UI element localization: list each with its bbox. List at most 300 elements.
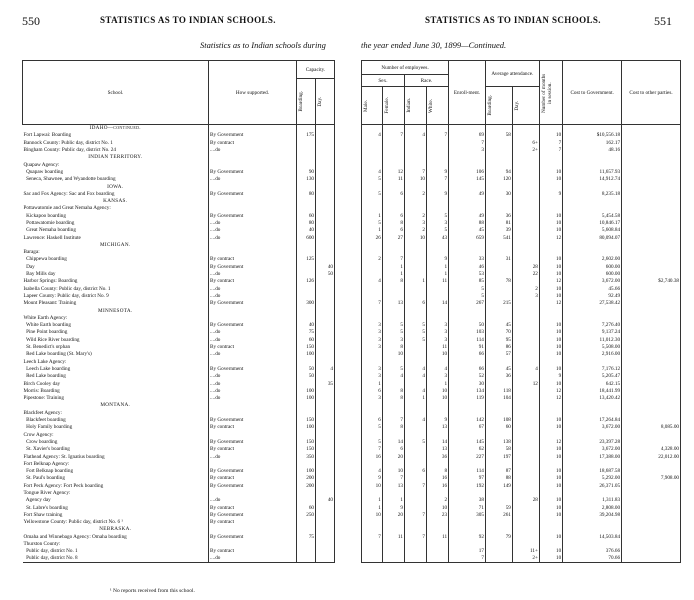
indian-cell: 7 (404, 511, 426, 518)
capacity-boarding (297, 519, 316, 526)
indian-cell (404, 263, 426, 270)
attendance-boarding-cell: 45 (485, 365, 512, 372)
enrollment-cell (449, 307, 486, 314)
capacity-day: 35 (316, 380, 335, 387)
white-cell (427, 402, 449, 409)
cost-other-cell (622, 504, 681, 511)
table-row (362, 190, 681, 197)
cost-other-cell (622, 526, 681, 533)
table-subtitle: the year ended June 30, 1899—Continued. (361, 40, 507, 50)
table-row (23, 270, 335, 277)
male-cell: 1 (362, 504, 383, 511)
cost-other-header: Cost to other parties. (622, 61, 681, 125)
cost-other-cell (622, 387, 681, 394)
male-cell: 16 (362, 453, 383, 460)
indian-cell (404, 270, 426, 277)
white-cell (427, 555, 449, 562)
section-row (23, 241, 335, 248)
attendance-day-cell: 2+ (512, 555, 539, 562)
table-row (362, 322, 681, 329)
months-cell: 10 (539, 219, 562, 226)
table-row (362, 132, 681, 139)
attendance-boarding-cell (485, 270, 512, 277)
capacity-day (316, 555, 335, 562)
attendance-boarding-cell: 31 (485, 256, 512, 263)
months-cell (539, 460, 562, 467)
male-cell (362, 249, 383, 256)
capacity-boarding (297, 292, 316, 299)
empty-cell (209, 526, 297, 533)
capacity-boarding (297, 314, 316, 321)
capacity-day (316, 336, 335, 343)
months-cell: 10 (539, 424, 562, 431)
months-cell: 10 (539, 416, 562, 423)
months-cell: 10 (539, 322, 562, 329)
cost-government-cell: 14,912.74 (563, 176, 622, 183)
table-row (362, 373, 681, 380)
white-cell (427, 548, 449, 555)
school-name: Seneca, Shawnee, and Wyandotte boarding (23, 176, 116, 183)
cost-government-cell: 11,012.30 (563, 336, 622, 343)
capacity-boarding: 200 (297, 482, 316, 489)
cost-government-cell: 10,846.17 (563, 219, 622, 226)
cost-other-cell (622, 416, 681, 423)
enrollment-cell (449, 183, 486, 190)
how-supported (209, 314, 297, 321)
school-name: St. Benedict's orphan (23, 344, 71, 351)
female-cell: 5 (382, 365, 404, 372)
attendance-day-cell (512, 482, 539, 489)
male-cell (362, 519, 383, 526)
cost-government-cell: 26,371.05 (563, 482, 622, 489)
attendance-day-cell (512, 402, 539, 409)
capacity-boarding: 130 (297, 176, 316, 183)
how-supported (209, 358, 297, 365)
how-supported: By Government (209, 212, 297, 219)
school-name: Wild Rice River boarding (23, 336, 80, 343)
months-cell: 10 (539, 482, 562, 489)
attendance-day-cell (512, 519, 539, 526)
cost-other-cell (622, 241, 681, 248)
capacity-boarding: 100 (297, 394, 316, 401)
how-supported: By Government (209, 300, 297, 307)
attendance-day-cell (512, 533, 539, 540)
female-cell (382, 125, 404, 132)
white-cell: 11 (427, 533, 449, 540)
female-cell (382, 540, 404, 547)
attendance-boarding-cell (485, 497, 512, 504)
how-supported (209, 409, 297, 416)
male-cell: 1 (362, 497, 383, 504)
empty-cell (209, 307, 297, 314)
male-cell: 6 (362, 387, 383, 394)
section-row (23, 154, 335, 161)
table-row (23, 387, 335, 394)
white-cell: 1 (427, 380, 449, 387)
capacity-boarding (297, 489, 316, 496)
attendance-day-cell (512, 219, 539, 226)
attendance-day-cell (512, 249, 539, 256)
school-name: Pipestone: Training (23, 395, 64, 402)
how-supported: ....do (209, 453, 297, 460)
state-heading: KANSAS. (103, 198, 128, 205)
months-cell: 12 (539, 300, 562, 307)
table-row (23, 278, 335, 285)
indian-cell (404, 424, 426, 431)
school-name: Red Lake boarding (23, 373, 66, 380)
table-row (362, 548, 681, 555)
male-cell: 7 (362, 533, 383, 540)
indian-cell: 3 (404, 219, 426, 226)
table-row (362, 365, 681, 372)
male-cell: 7 (362, 300, 383, 307)
capacity-day (316, 409, 335, 416)
female-cell: 7 (382, 256, 404, 263)
school-name: White Earth Agency: (23, 314, 68, 321)
months-cell: 10 (539, 256, 562, 263)
school-name: Pottawatomie and Great Nemaha Agency: (23, 205, 111, 212)
attendance-boarding-cell: 95 (485, 336, 512, 343)
female-cell: 10 (382, 351, 404, 358)
attendance-boarding-cell: 45 (485, 322, 512, 329)
cost-government-cell (563, 402, 622, 409)
male-header: Male. (363, 99, 369, 112)
empty-cell (297, 183, 316, 190)
female-cell (382, 314, 404, 321)
table-row (362, 394, 681, 401)
table-row (23, 394, 335, 401)
attendance-boarding-cell: 58 (485, 132, 512, 139)
female-cell (382, 161, 404, 168)
indian-cell: 2 (404, 190, 426, 197)
cost-government-cell: 18,687.58 (563, 467, 622, 474)
male-cell (362, 146, 383, 153)
cost-other-cell (622, 263, 681, 270)
capacity-day (316, 394, 335, 401)
capacity-day (316, 161, 335, 168)
indian-cell (404, 460, 426, 467)
months-cell: 10 (539, 336, 562, 343)
capacity-day (316, 467, 335, 474)
female-cell: 7 (382, 132, 404, 139)
empty-cell (316, 402, 335, 409)
right-page (347, 0, 694, 600)
table-row (23, 161, 335, 168)
male-cell: 10 (362, 482, 383, 489)
sex-header: Sex. (362, 75, 405, 87)
attendance-day-cell (512, 540, 539, 547)
cost-government-cell: 2,808.00 (563, 504, 622, 511)
white-cell: 3 (427, 219, 449, 226)
cost-government-cell (563, 431, 622, 438)
capacity-day (316, 249, 335, 256)
how-supported: By Government (209, 263, 297, 270)
attendance-day-cell (512, 431, 539, 438)
empty-cell (316, 154, 335, 161)
enrollment-cell: 50 (449, 322, 486, 329)
cost-other-cell (622, 132, 681, 139)
section-row (362, 183, 681, 190)
capacity-day (316, 278, 335, 285)
enrollment-cell: 88 (449, 219, 486, 226)
enrollment-cell (449, 409, 486, 416)
cost-other-cell (622, 154, 681, 161)
cost-government-cell: 600.00 (563, 270, 622, 277)
school-name: Fort Lapwai: Boarding (23, 132, 72, 139)
enrollment-cell (449, 402, 486, 409)
how-supported (209, 489, 297, 496)
cost-government-cell: 3,672.00 (563, 278, 622, 285)
cost-government-cell: 8,235.18 (563, 190, 622, 197)
table-row (362, 205, 681, 212)
white-cell: 43 (427, 234, 449, 241)
cost-government-cell: 17,388.00 (563, 453, 622, 460)
capacity-day (316, 322, 335, 329)
table-row (23, 416, 335, 423)
white-cell (427, 249, 449, 256)
white-cell: 5 (427, 227, 449, 234)
enrollment-cell (449, 197, 486, 204)
attendance-day-cell (512, 424, 539, 431)
months-cell: 10 (539, 380, 562, 387)
white-cell: 7 (427, 132, 449, 139)
cost-other-cell (622, 183, 681, 190)
indian-cell: 5 (404, 329, 426, 336)
female-cell: 5 (382, 329, 404, 336)
white-cell: 3 (427, 336, 449, 343)
indian-cell (404, 139, 426, 146)
table-row (362, 278, 681, 285)
indian-cell (404, 489, 426, 496)
attendance-boarding-cell: 88 (485, 475, 512, 482)
male-cell: 26 (362, 234, 383, 241)
attendance-boarding-cell: 94 (485, 168, 512, 175)
white-cell (427, 183, 449, 190)
table-row (362, 533, 681, 540)
cost-other-cell (622, 394, 681, 401)
attendance-boarding-cell: 79 (485, 533, 512, 540)
how-supported: By contract (209, 343, 297, 350)
capacity-boarding: 75 (297, 533, 316, 540)
table-row (23, 533, 335, 540)
attendance-boarding-cell (485, 241, 512, 248)
school-name: Fort Shaw training (23, 511, 63, 518)
capacity-day (316, 234, 335, 241)
cost-other-cell (622, 351, 681, 358)
capacity-boarding: 100 (297, 424, 316, 431)
attendance-boarding-cell (485, 460, 512, 467)
female-cell (382, 555, 404, 562)
capacity-boarding: 100 (297, 351, 316, 358)
enrollment-cell: 5 (449, 285, 486, 292)
female-cell: 8 (382, 424, 404, 431)
table-row (23, 548, 335, 555)
school-name: Tongue River Agency: (23, 489, 71, 496)
indian-cell (404, 197, 426, 204)
male-cell: 5 (362, 176, 383, 183)
table-row (362, 219, 681, 226)
capacity-boarding (297, 409, 316, 416)
indian-cell (404, 154, 426, 161)
attendance-boarding-cell: 215 (485, 300, 512, 307)
attendance-day-cell (512, 416, 539, 423)
white-cell: 3 (427, 373, 449, 380)
female-cell: 20 (382, 511, 404, 518)
attendance-day-cell (512, 234, 539, 241)
indian-cell: 5 (404, 438, 426, 445)
cost-other-cell (622, 548, 681, 555)
enrollment-cell: 97 (449, 475, 486, 482)
months-cell: 10 (539, 270, 562, 277)
enrollment-cell (449, 526, 486, 533)
white-cell: 8 (427, 467, 449, 474)
months-cell (539, 197, 562, 204)
indian-cell (404, 540, 426, 547)
table-row (23, 322, 335, 329)
white-cell: 14 (427, 438, 449, 445)
male-cell: 5 (362, 424, 383, 431)
capacity-boarding: 150 (297, 343, 316, 350)
capacity-boarding: 350 (297, 453, 316, 460)
cost-other-cell: 22,012.00 (622, 453, 681, 460)
male-cell: 5 (362, 219, 383, 226)
cost-other-cell (622, 460, 681, 467)
male-cell (362, 263, 383, 270)
white-cell (427, 307, 449, 314)
cost-other-cell (622, 467, 681, 474)
capacity-day: 40 (316, 263, 335, 270)
cost-other-cell (622, 197, 681, 204)
indian-cell (404, 183, 426, 190)
male-cell: 7 (362, 446, 383, 453)
table-subtitle: Statistics as to Indian schools during (200, 40, 326, 50)
cost-other-cell (622, 482, 681, 489)
attendance-header: Average attendance. (485, 61, 539, 87)
capacity-day (316, 504, 335, 511)
cost-other-cell (622, 125, 681, 132)
enrollment-cell: 5 (449, 292, 486, 299)
state-heading: MINNESOTA. (98, 307, 133, 314)
enrollment-cell: 53 (449, 270, 486, 277)
attendance-boarding-cell (485, 431, 512, 438)
table-row (362, 431, 681, 438)
attendance-day-cell (512, 511, 539, 518)
indian-cell (404, 314, 426, 321)
attendance-day-cell (512, 504, 539, 511)
capacity-boarding (297, 146, 316, 153)
how-supported: ....do (209, 234, 297, 241)
attendance-boarding-cell (485, 139, 512, 146)
how-supported: ....do (209, 380, 297, 387)
enrollment-cell: 119 (449, 394, 486, 401)
cost-other-cell (622, 205, 681, 212)
capacity-day (316, 292, 335, 299)
how-supported: By Government (209, 482, 297, 489)
table-row (23, 358, 335, 365)
table-row (23, 176, 335, 183)
cost-government-cell: 600.00 (563, 263, 622, 270)
capacity-boarding: 60 (297, 504, 316, 511)
school-name: Kickapoo boarding (23, 212, 66, 219)
male-cell (362, 548, 383, 555)
white-cell (427, 292, 449, 299)
section-row (362, 154, 681, 161)
enrollment-cell (449, 205, 486, 212)
table-row (362, 482, 681, 489)
capacity-day (316, 540, 335, 547)
attendance-boarding-cell: 138 (485, 438, 512, 445)
table-row (362, 555, 681, 562)
months-cell: 7 (539, 146, 562, 153)
school-name: Bannock County: Public day, district No. 1 (23, 139, 113, 146)
cost-government-cell: 5,508.00 (563, 343, 622, 350)
cost-other-cell (622, 519, 681, 526)
female-cell: 6 (382, 446, 404, 453)
employees-header: Number of employees. (362, 61, 449, 75)
capacity-day (316, 146, 335, 153)
cost-government-cell: 5,454.58 (563, 212, 622, 219)
enrollment-cell (449, 358, 486, 365)
white-cell (427, 197, 449, 204)
capacity-day (316, 387, 335, 394)
school-name: St. Xavier's boarding (23, 446, 70, 453)
white-cell (427, 125, 449, 132)
capacity-boarding: 300 (297, 300, 316, 307)
schools-table-left (22, 60, 335, 563)
table-row (23, 351, 335, 358)
indian-cell (404, 343, 426, 350)
state-heading: NEBRASKA. (99, 526, 132, 533)
day-header: Day. (317, 96, 323, 107)
capacity-day (316, 533, 335, 540)
white-cell (427, 519, 449, 526)
cost-other-cell (622, 176, 681, 183)
months-cell (539, 519, 562, 526)
attendance-boarding-cell: 149 (485, 482, 512, 489)
months-cell: 10 (539, 343, 562, 350)
school-name: Lawrence: Haskell Institute (23, 234, 81, 241)
how-supported: By contract (209, 548, 297, 555)
white-header: White. (428, 98, 434, 113)
female-cell (382, 460, 404, 467)
table-row (362, 176, 681, 183)
table-row (362, 540, 681, 547)
capacity-day (316, 548, 335, 555)
cost-government-cell: 13,420.42 (563, 394, 622, 401)
cost-other-cell (622, 307, 681, 314)
cost-other-cell (622, 190, 681, 197)
capacity-boarding: 126 (297, 278, 316, 285)
attendance-day-cell: 2+ (512, 146, 539, 153)
capacity-boarding: 250 (297, 511, 316, 518)
school-name: Yellowstone County: Public day, district No. 6 ¹ (23, 519, 123, 526)
enrollment-cell: 71 (449, 504, 486, 511)
how-supported: ....do (209, 285, 297, 292)
cost-government-cell: 7,276.40 (563, 322, 622, 329)
white-cell (427, 409, 449, 416)
attendance-day-cell: 22 (512, 270, 539, 277)
months-cell: 10 (539, 497, 562, 504)
months-cell: 10 (539, 285, 562, 292)
cost-other-cell: $2,740.38 (622, 278, 681, 285)
table-row (23, 234, 335, 241)
state-heading: IOWA. (107, 183, 124, 190)
indian-cell (404, 475, 426, 482)
attendance-day-cell (512, 329, 539, 336)
cost-other-cell: 4,328.00 (622, 446, 681, 453)
attendance-boarding-cell (485, 526, 512, 533)
empty-cell (209, 197, 297, 204)
